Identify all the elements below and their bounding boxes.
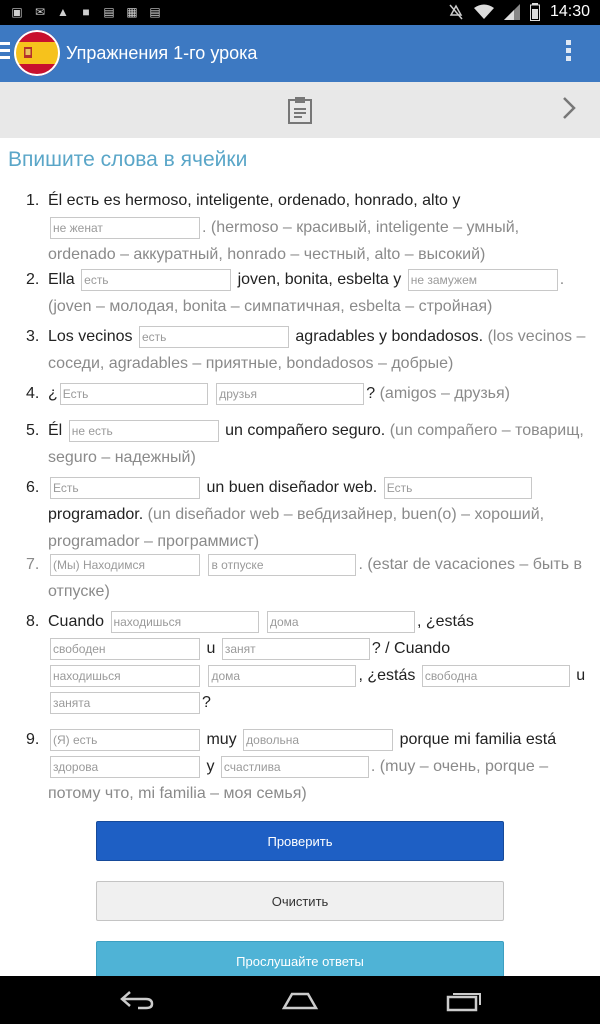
status-bar [0,0,600,25]
lock-icon: ■ [82,5,90,19]
exercise-number: 2. [26,271,40,288]
exercise-hint: (los vecinos – соседи, agradables – приятные, bondadosos – добрые) [48,328,586,372]
answer-input[interactable]: Есть [50,477,200,499]
answer-input[interactable]: занят [222,638,370,660]
exercise-number: 4. [26,385,40,402]
exercise-7 [26,551,590,605]
exercise-text: muy [206,731,237,748]
answer-input[interactable]: находишься [111,611,259,633]
exercise-text: ¿ [48,385,58,402]
exercise-hint: . (joven – молодая, bonita – симпатичная, esbelta – стройная) [48,271,565,315]
answer-input[interactable]: здорова [50,756,200,778]
check-button[interactable]: Проверить [96,821,504,861]
exercise-hint: . (estar de vacaciones – быть в отпуске) [48,556,583,600]
warning-icon: ▲ [57,5,69,19]
exercise-content [0,138,600,976]
answer-input[interactable]: друзья [216,383,364,405]
overflow-menu-icon[interactable] [566,40,574,64]
wifi-icon [474,4,494,20]
exercise-8 [26,608,590,716]
answer-input[interactable]: (Мы) Находимся [50,554,200,576]
notification-icons [10,5,162,19]
home-icon[interactable] [281,988,319,1012]
signal-icon [504,4,520,20]
app-title: Упражнения 1-го урока [66,43,258,63]
exercise-text: joven, bonita, esbelta y [237,271,402,288]
exercise-6 [26,474,590,555]
exercise-text: Él есть es hermoso, inteligente, ordenado, honrado, alto y [48,192,461,209]
drawer-icon[interactable] [0,42,10,63]
mail-icon: ✉ [34,5,46,19]
system-icons [448,3,590,21]
exercise-number: 3. [26,328,40,345]
answer-input[interactable]: не есть [69,420,219,442]
exercise-text: agradables y bondadosos. [295,328,484,345]
exercise-2 [26,266,590,320]
exercise-number: 8. [26,613,40,630]
exercise-text: , ¿estás [416,613,474,630]
photo-icon: ▦ [126,5,138,19]
page-heading: Впишите слова в ячейки [8,148,248,171]
answer-input[interactable]: дома [267,611,415,633]
exercise-text: u [206,640,216,657]
bag2-icon: ▤ [149,5,161,19]
clock: 14:30 [549,3,590,20]
exercise-1 [26,187,590,268]
chevron-right-icon[interactable] [562,96,576,120]
answer-input[interactable]: счастлива [221,756,369,778]
exercise-text: ? [202,694,211,711]
clipboard-icon[interactable] [288,96,312,124]
answer-input[interactable]: Есть [60,383,208,405]
exercise-hint: (un diseñador web – вебдизайнер, buen(o) – хороший, programador – программист) [48,506,545,550]
exercise-text: Los vecinos [48,328,133,345]
answer-input[interactable]: занята [50,692,200,714]
exercise-9 [26,726,590,807]
exercise-text: , ¿estás [358,667,416,684]
spain-flag-icon[interactable] [14,30,60,76]
answer-input[interactable]: Есть [384,477,532,499]
navigation-bar [0,976,600,1024]
answer-input[interactable]: свободна [422,665,570,687]
exercise-5 [26,417,590,471]
exercise-text: Cuando [48,613,105,630]
answer-input[interactable]: довольна [243,729,393,751]
image-icon: ▣ [11,5,23,19]
exercise-text: ? / Cuando [371,640,451,657]
exercise-number: 1. [26,192,40,209]
answer-input[interactable]: не женат [50,217,200,239]
exercise-text: un compañero seguro. [225,422,386,439]
lesson-toolbar [0,82,600,138]
answer-input[interactable]: есть [139,326,289,348]
answer-input[interactable]: есть [81,269,231,291]
exercise-hint: . (hermoso – красивый, inteligente – умный, ordenado – аккуратный, honrado – честный, alto – высокий) [48,219,520,263]
exercise-hint: (un compañero – товарищ, seguro – надежный) [48,422,584,466]
exercise-text: Ella [48,271,75,288]
app-bar [0,25,600,82]
exercise-text: un buen diseñador web. [206,479,378,496]
exercise-4 [26,380,590,407]
exercise-text: Él [48,422,63,439]
exercise-hint: . (muy – очень, porque – потому что, mi familia – моя семья) [48,758,549,802]
exercise-text: u [576,667,586,684]
exercise-number: 9. [26,731,40,748]
recent-apps-icon[interactable] [445,988,483,1012]
answer-input[interactable]: дома [208,665,356,687]
battery-icon [530,3,540,21]
answer-input[interactable]: в отпуске [208,554,356,576]
listen-answers-button[interactable]: Прослушайте ответы [96,941,504,976]
back-icon[interactable] [118,988,156,1012]
exercise-text: porque mi familia está [399,731,557,748]
answer-input[interactable]: (Я) есть [50,729,200,751]
answer-input[interactable]: не замужем [408,269,558,291]
exercise-number: 7. [26,556,40,573]
exercise-3 [26,323,590,377]
bag-icon: ▤ [103,5,115,19]
exercise-number: 5. [26,422,40,439]
exercise-hint: (amigos – друзья) [379,385,511,402]
clear-button[interactable]: Очистить [96,881,504,921]
mute-icon [448,3,464,21]
answer-input[interactable]: свободен [50,638,200,660]
exercise-text: y [206,758,215,775]
exercise-text: programador. [48,506,144,523]
exercise-number: 6. [26,479,40,496]
exercise-text: ? [366,385,376,402]
answer-input[interactable]: находишься [50,665,200,687]
